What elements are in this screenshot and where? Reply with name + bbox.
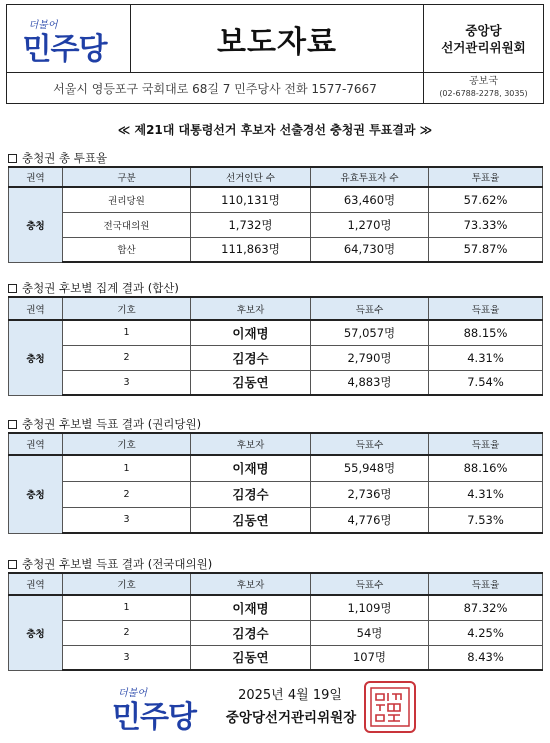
region-cell: 충청 — [9, 595, 63, 670]
table-row — [9, 212, 543, 237]
table-row — [9, 595, 543, 620]
region-cell: 충청 — [9, 320, 63, 395]
candidate-cell: 이재명 — [191, 455, 311, 481]
number-cell: 1 — [63, 455, 191, 481]
col-header: 권역 — [9, 297, 63, 320]
col-header: 기호 — [63, 573, 191, 595]
press-release-header — [6, 4, 544, 104]
section-title-turnout — [8, 150, 107, 166]
col-header: 득표수 — [311, 433, 429, 455]
votes-cell: 1,109명 — [311, 595, 429, 620]
number-cell: 3 — [63, 507, 191, 533]
logo-main-text: 민주당 — [112, 700, 196, 735]
electors-cell: 110,131명 — [191, 187, 311, 212]
page-title: 보도자료 — [217, 24, 337, 60]
col-header: 후보자 — [191, 297, 311, 320]
candidate-cell: 김경수 — [191, 345, 311, 370]
checkbox-square-icon — [8, 420, 17, 429]
votes-cell: 57,057명 — [311, 320, 429, 345]
document-title: ≪ 제21대 대통령선거 후보자 선출경선 충청권 투표결과 ≫ — [117, 123, 433, 137]
address-text: 서울시 영등포구 국회대로 68길 7 민주당사 전화 1577-7667 — [53, 81, 377, 96]
member-results-table — [8, 432, 543, 534]
table-row — [9, 237, 543, 262]
contact-dept: 공보국 — [469, 76, 498, 87]
col-header: 권역 — [9, 167, 63, 187]
party-logo — [7, 5, 131, 72]
issuing-department — [423, 5, 543, 72]
candidate-cell: 김동연 — [191, 370, 311, 395]
votes-cell: 4,883명 — [311, 370, 429, 395]
table-row — [9, 187, 543, 212]
dept-line2: 선거관리위원회 — [441, 39, 526, 55]
checkbox-square-icon — [8, 154, 17, 163]
candidate-cell: 김경수 — [191, 481, 311, 507]
table-row — [9, 320, 543, 345]
table-row — [9, 481, 543, 507]
section-title-members — [8, 416, 201, 432]
table-row — [9, 645, 543, 670]
category-cell: 전국대의원 — [63, 212, 191, 237]
candidate-cell: 이재명 — [191, 595, 311, 620]
region-cell: 충청 — [9, 187, 63, 262]
candidate-cell: 김경수 — [191, 620, 311, 645]
category-cell: 권리당원 — [63, 187, 191, 212]
col-header: 후보자 — [191, 573, 311, 595]
dept-line1: 중앙당 — [465, 22, 502, 38]
number-cell: 1 — [63, 320, 191, 345]
number-cell: 3 — [63, 645, 191, 670]
candidate-cell: 김동연 — [191, 645, 311, 670]
section-title-delegates — [8, 556, 212, 572]
col-header: 기호 — [63, 433, 191, 455]
voters-cell: 64,730명 — [311, 237, 429, 262]
table-row — [9, 455, 543, 481]
number-cell: 1 — [63, 595, 191, 620]
col-header: 득표율 — [429, 433, 543, 455]
contact-info — [423, 73, 543, 103]
number-cell: 3 — [63, 370, 191, 395]
seal-pattern-icon — [368, 685, 412, 729]
rate-cell: 88.16% — [429, 455, 543, 481]
rate-cell: 4.31% — [429, 345, 543, 370]
col-header: 유효투표자 수 — [311, 167, 429, 187]
contact-phone: (02-6788-2278, 3035) — [439, 89, 528, 98]
issuing-organization: 중앙당선거관리위원장 — [225, 710, 357, 726]
delegate-results-table — [8, 572, 543, 671]
table-row — [9, 620, 543, 645]
total-results-table — [8, 296, 543, 396]
col-header: 후보자 — [191, 433, 311, 455]
table-row — [9, 507, 543, 533]
candidate-cell: 김동연 — [191, 507, 311, 533]
rate-cell: 87.32% — [429, 595, 543, 620]
turnout-table — [8, 166, 543, 263]
voters-cell: 63,460명 — [311, 187, 429, 212]
col-header: 선거인단 수 — [191, 167, 311, 187]
section-title-text: 충청권 후보별 득표 결과 (권리당원) — [22, 417, 202, 431]
logo-main-text: 민주당 — [22, 31, 107, 67]
electors-cell: 1,732명 — [191, 212, 311, 237]
col-header: 득표율 — [429, 297, 543, 320]
col-header: 득표수 — [311, 573, 429, 595]
rate-cell: 4.31% — [429, 481, 543, 507]
table-row — [9, 370, 543, 395]
rate-cell: 8.43% — [429, 645, 543, 670]
votes-cell: 107명 — [311, 645, 429, 670]
col-header: 투표율 — [429, 167, 543, 187]
release-date: 2025년 4월 19일 — [238, 688, 342, 703]
voters-cell: 1,270명 — [311, 212, 429, 237]
section-title-text: 충청권 후보별 집계 결과 (합산) — [22, 281, 179, 295]
section-title-total — [8, 280, 179, 296]
votes-cell: 54명 — [311, 620, 429, 645]
category-cell: 합산 — [63, 237, 191, 262]
votes-cell: 55,948명 — [311, 455, 429, 481]
checkbox-square-icon — [8, 560, 17, 569]
region-cell: 충청 — [9, 455, 63, 533]
col-header: 권역 — [9, 573, 63, 595]
section-title-text: 충청권 총 투표율 — [22, 151, 108, 165]
votes-cell: 4,776명 — [311, 507, 429, 533]
col-header: 구분 — [63, 167, 191, 187]
number-cell: 2 — [63, 620, 191, 645]
number-cell: 2 — [63, 345, 191, 370]
rate-cell: 4.25% — [429, 620, 543, 645]
col-header: 득표율 — [429, 573, 543, 595]
official-seal-icon — [364, 681, 416, 733]
logo-script-text: 더불어 — [28, 19, 58, 31]
rate-cell: 57.62% — [429, 187, 543, 212]
rate-cell: 73.33% — [429, 212, 543, 237]
rate-cell: 57.87% — [429, 237, 543, 262]
votes-cell: 2,790명 — [311, 345, 429, 370]
rate-cell: 7.53% — [429, 507, 543, 533]
number-cell: 2 — [63, 481, 191, 507]
votes-cell: 2,736명 — [311, 481, 429, 507]
rate-cell: 7.54% — [429, 370, 543, 395]
candidate-cell: 이재명 — [191, 320, 311, 345]
rate-cell: 88.15% — [429, 320, 543, 345]
checkbox-square-icon — [8, 284, 17, 293]
section-title-text: 충청권 후보별 득표 결과 (전국대의원) — [22, 557, 213, 571]
col-header: 권역 — [9, 433, 63, 455]
col-header: 기호 — [63, 297, 191, 320]
logo-script-text: 더불어 — [118, 688, 147, 699]
col-header: 득표수 — [311, 297, 429, 320]
table-row — [9, 345, 543, 370]
electors-cell: 111,863명 — [191, 237, 311, 262]
footer-party-logo — [108, 682, 208, 735]
